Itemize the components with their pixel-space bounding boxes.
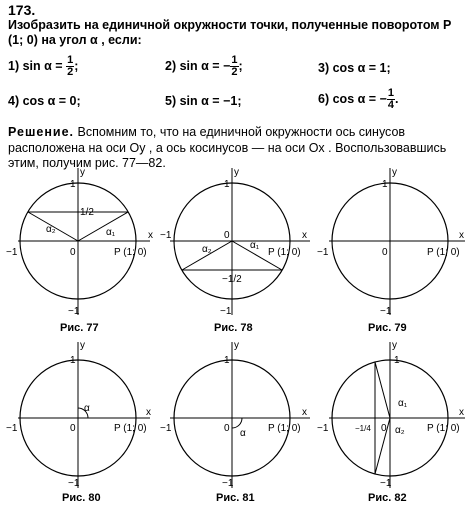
alpha-2: α₂	[395, 425, 405, 436]
tick-minus-1: −1	[6, 247, 18, 258]
y-label: y	[392, 167, 397, 178]
radius-1	[375, 362, 390, 418]
alpha-2: α₂	[46, 224, 56, 235]
tick-minus-1-y: −1	[68, 306, 80, 317]
y-label: y	[80, 340, 85, 351]
caption-78: Рис. 78	[214, 322, 253, 334]
tick-minus-1-y: −1	[380, 478, 392, 489]
origin: 0	[381, 423, 387, 434]
y-label: y	[80, 167, 85, 178]
figure-81	[160, 336, 320, 496]
tick-1: 1	[224, 179, 230, 190]
solution-lead: Решение.	[8, 125, 75, 139]
alpha-1: α₁	[398, 398, 408, 409]
caption-82: Рис. 82	[368, 492, 407, 504]
tick-minus-1: −1	[317, 247, 329, 258]
x-label: x	[459, 407, 464, 418]
condition-2: 2) sin α = − $\frac{1}{2}$ ;	[165, 54, 243, 78]
caption-77: Рис. 77	[60, 322, 99, 334]
condition-4: 4) cos α = 0;	[8, 94, 81, 108]
x-label: x	[146, 407, 151, 418]
condition-5: 5) sin α = −1;	[165, 94, 242, 108]
problem-number: 173.	[8, 2, 36, 18]
figure-80	[0, 336, 160, 496]
y-label: y	[234, 340, 239, 351]
caption-79: Рис. 79	[368, 322, 407, 334]
tick-half: 1/2	[80, 207, 94, 218]
alpha-1: α₁	[250, 240, 260, 251]
solution-body: Вспомним то, что на единичной окружности ось синусов расположена на оси Oy , а ось косинусов — на оси Ox . Воспользовавшись этим, получим рис. 77—82.	[8, 125, 447, 170]
caption-81: Рис. 81	[216, 492, 255, 504]
x-label: x	[459, 230, 464, 241]
point-P: P (1; 0)	[114, 423, 147, 434]
figure-78	[160, 160, 320, 330]
origin: 0	[70, 423, 76, 434]
tick-minus-1-y: −1	[220, 306, 232, 317]
x-label: x	[148, 230, 153, 241]
tick-1: 1	[224, 355, 230, 366]
origin: 0	[224, 423, 230, 434]
point-P: P (1; 0)	[427, 423, 460, 434]
y-label: y	[234, 167, 239, 178]
alpha-1: α₁	[106, 227, 116, 238]
x-label: x	[302, 230, 307, 241]
tick-minus-quarter: −1/4	[355, 424, 371, 433]
alpha-2: α₂	[202, 244, 212, 255]
origin: 0	[382, 247, 388, 258]
y-label: y	[392, 340, 397, 351]
alpha: α	[84, 403, 90, 414]
x-label: x	[302, 407, 307, 418]
condition-3: 3) cos α = 1;	[318, 61, 391, 75]
tick-1: 1	[70, 179, 76, 190]
figure-79	[315, 160, 475, 330]
tick-minus-1-y: −1	[68, 478, 80, 489]
tick-minus-1: −1	[160, 230, 172, 241]
origin: 0	[224, 230, 230, 241]
fraction: $\frac{1}{2}$	[231, 54, 238, 78]
condition-1: 1) sin α = $\frac{1}{2}$ ;	[8, 54, 79, 78]
figure-82	[315, 336, 475, 496]
point-P: P (1; 0)	[268, 423, 301, 434]
caption-80: Рис. 80	[62, 492, 101, 504]
tick-minus-1: −1	[6, 423, 18, 434]
origin: 0	[70, 247, 76, 258]
problem-statement: Изобразить на единичной окружности точки, полученные поворотом P (1; 0) на угол α , если:	[8, 18, 452, 47]
tick-minus-1-y: −1	[380, 306, 392, 317]
tick-1: 1	[394, 355, 400, 366]
tick-1: 1	[70, 355, 76, 366]
condition-6: 6) cos α = − $\frac{1}{4}$ .	[318, 87, 399, 111]
tick-1: 1	[382, 179, 388, 190]
point-P: P (1; 0)	[114, 247, 147, 258]
figure-77	[0, 160, 160, 330]
tick-minus-half: −1/2	[222, 274, 242, 285]
fraction: $\frac{1}{2}$	[67, 54, 74, 78]
tick-minus-1-y: −1	[222, 478, 234, 489]
alpha: α	[240, 428, 246, 439]
point-P: P (1; 0)	[268, 247, 301, 258]
angle-arc	[232, 418, 242, 428]
tick-minus-1: −1	[160, 423, 172, 434]
fraction: $\frac{1}{4}$	[387, 87, 395, 111]
point-P: P (1; 0)	[427, 247, 460, 258]
tick-minus-1: −1	[317, 423, 329, 434]
